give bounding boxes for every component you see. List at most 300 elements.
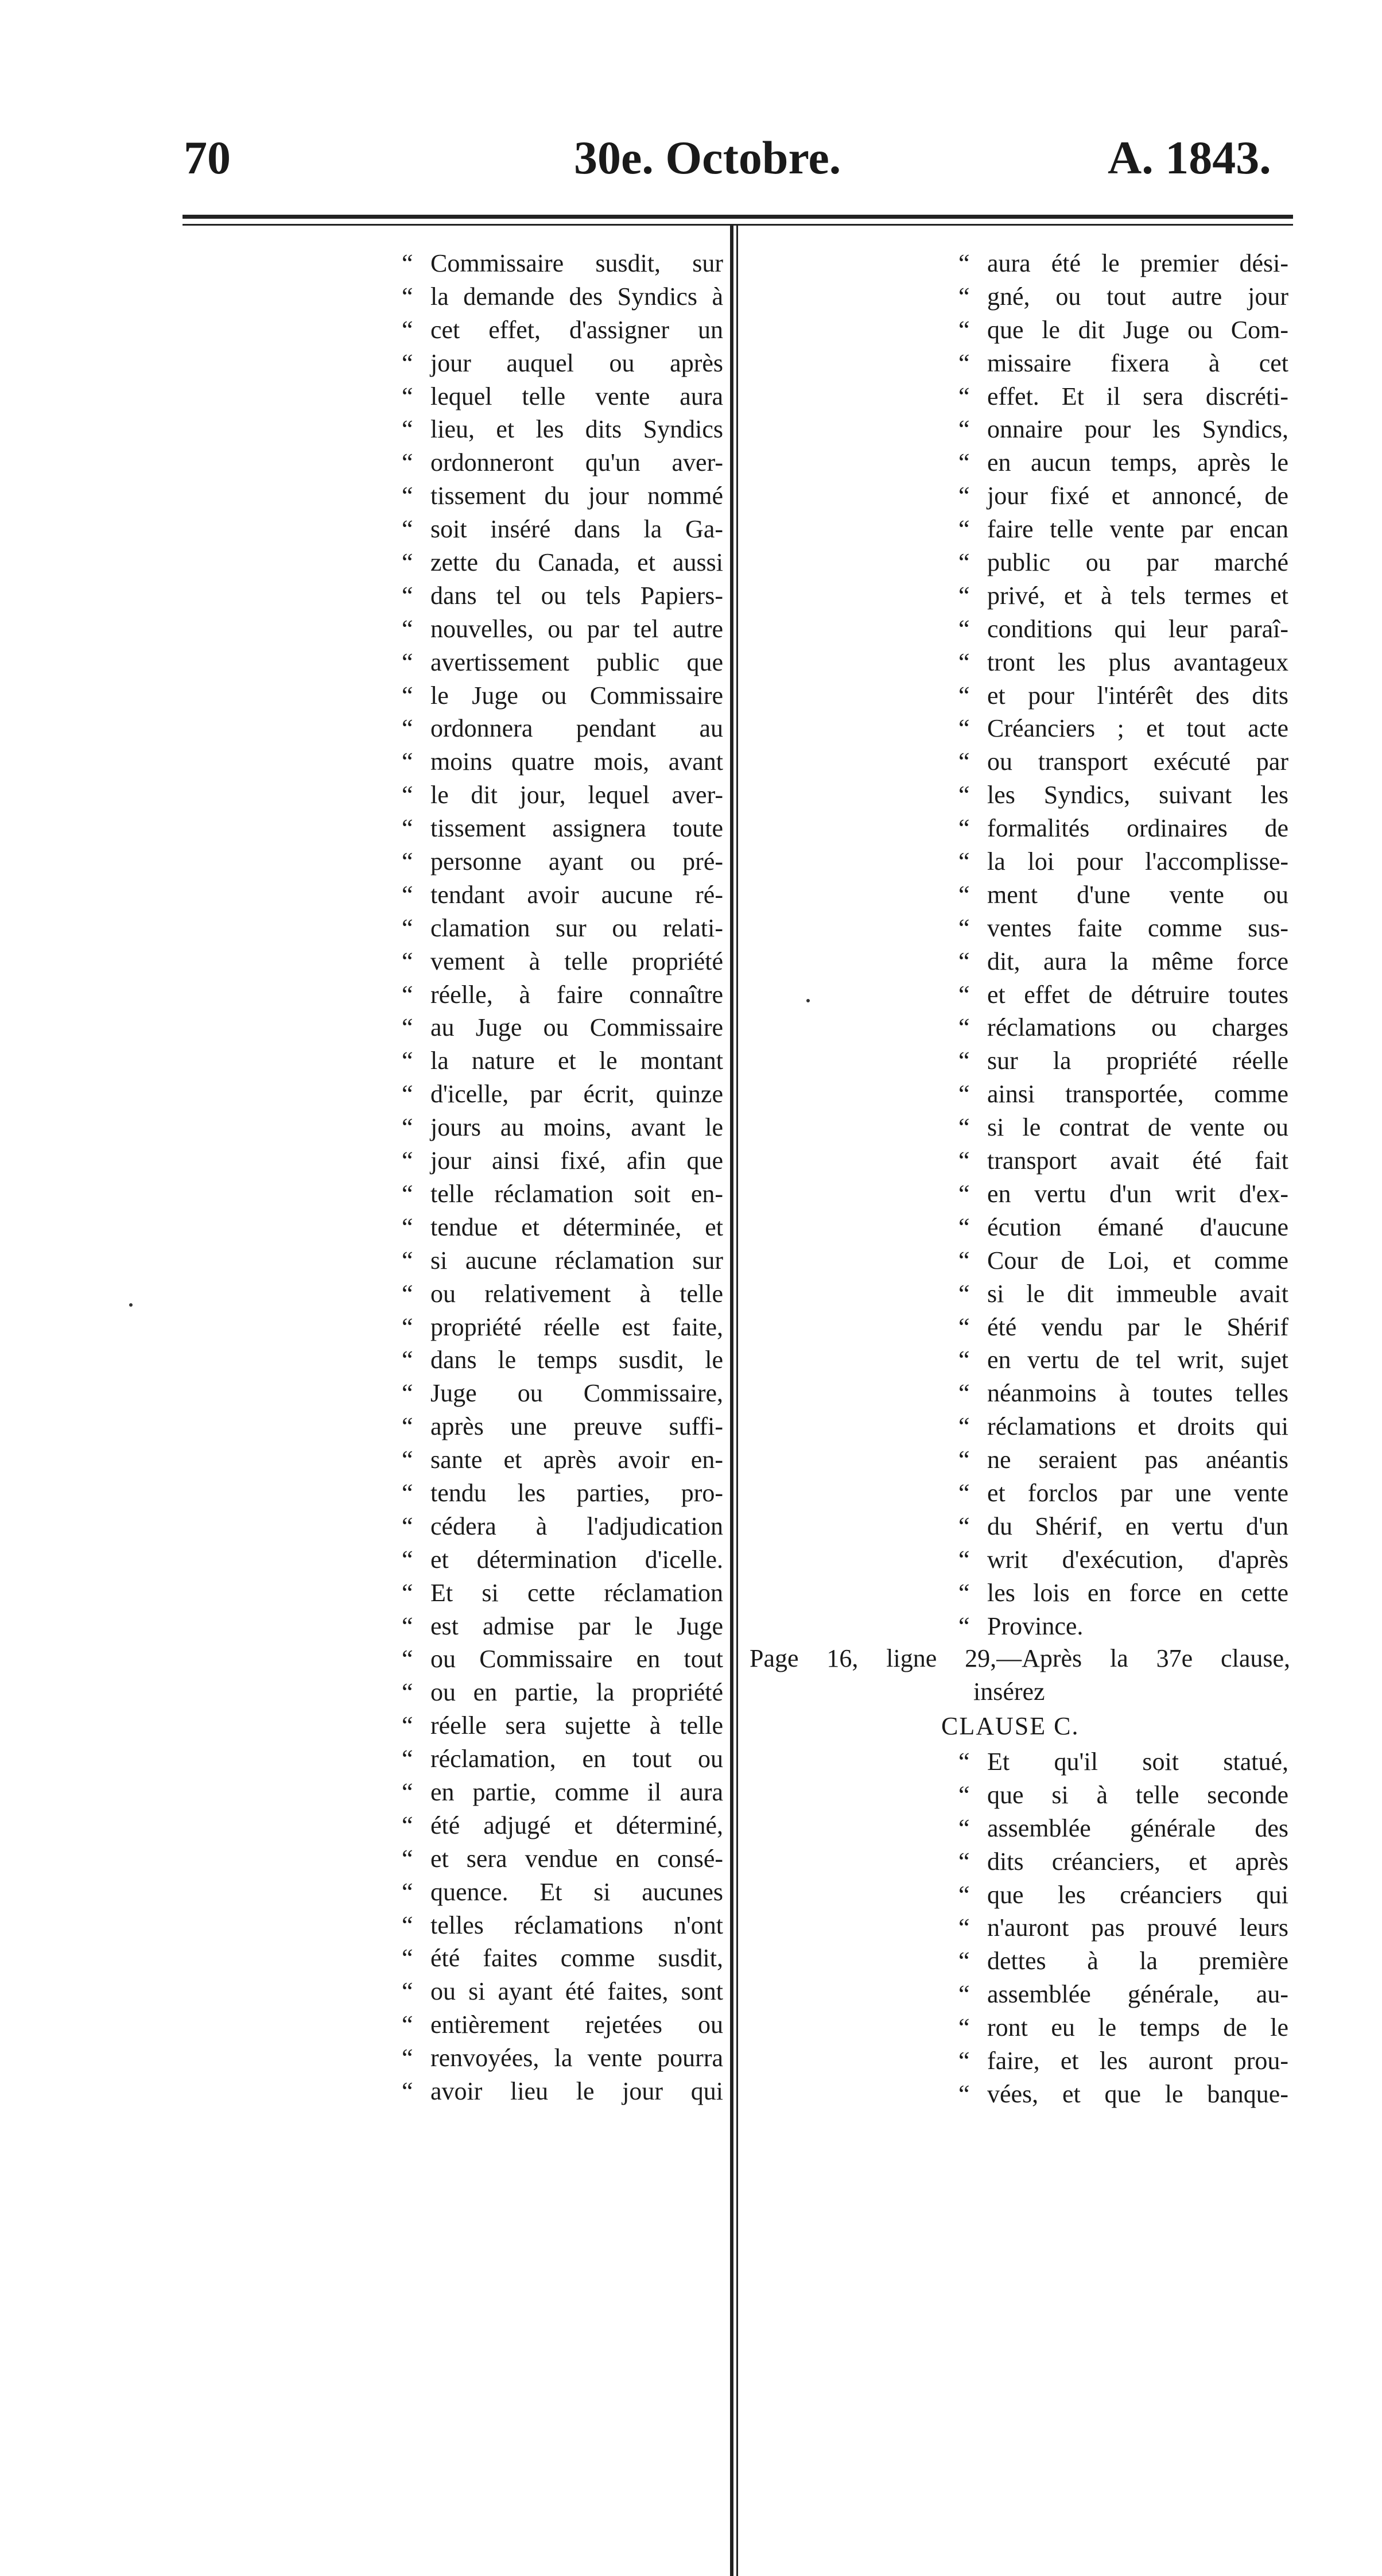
text-line [402,1078,723,1111]
quote-mark: “ [402,2077,413,2105]
text-line [746,1011,1288,1044]
text-line [402,1144,723,1177]
line-text: ne seraient pas anéantis [987,1446,1288,1474]
line-text: quence. Et si aucunes [430,1877,723,1906]
print-speck [129,1303,133,1307]
quote-mark: “ [958,1814,970,1842]
line-text: au Juge ou Commissaire [430,1013,723,1042]
text-line [746,1177,1288,1211]
line-text: moins quatre mois, avant [430,747,723,776]
quote-mark: “ [958,880,970,909]
text-line [746,1144,1288,1177]
line-text: gné, ou tout autre jour [987,282,1288,311]
quote-mark: “ [958,2013,970,2042]
right-column-top [746,247,1288,1643]
text-line [746,646,1288,679]
text-line [402,712,723,745]
line-text: aura été le premier dési- [987,249,1288,277]
quote-mark: “ [958,847,970,876]
quote-mark: “ [402,1911,413,1939]
line-text: et détermination d'icelle. [430,1545,723,1574]
column-divider-inner [736,225,738,2576]
line-text: réclamations ou charges [987,1013,1288,1042]
line-text: si le contrat de vente ou [987,1113,1288,1142]
line-text: si aucune réclamation sur [430,1246,723,1275]
text-line [402,1343,723,1377]
clause-title: CLAUSE C. [941,1712,1080,1740]
text-line [402,1477,723,1510]
line-text: propriété réelle est faite, [430,1312,723,1341]
text-line [746,1845,1288,1878]
line-text: conditions qui leur paraî- [987,614,1288,643]
quote-mark: “ [402,1113,413,1142]
text-line [746,1911,1288,1944]
text-line [402,1909,723,1942]
line-text: ventes faite comme sus- [987,913,1288,942]
header-rule-thick [183,215,1293,219]
line-text: onnaire pour les Syndics, [987,415,1288,444]
line-text: cédera à l'adjudication [430,1512,723,1540]
text-line [402,1809,723,1842]
text-line [402,579,723,613]
quote-mark: “ [958,448,970,477]
line-text: est admise par le Juge [430,1612,723,1640]
quote-mark: “ [958,1213,970,1241]
line-text: Commissaire susdit, sur [430,249,723,277]
text-line [402,446,723,479]
line-text: zette du Canada, et aussi [430,548,723,577]
line-text: jour auquel ou après [430,348,723,377]
quote-mark: “ [402,249,413,277]
line-text: tendant avoir aucune ré- [430,880,723,909]
quote-mark: “ [402,1612,413,1640]
quote-mark: “ [402,947,413,975]
header-year: A. 1843. [1108,131,1271,184]
text-line [746,778,1288,812]
text-line [402,1776,723,1809]
line-text: dettes à la première [987,1947,1288,1975]
quote-mark: “ [402,315,413,344]
text-line [746,1343,1288,1377]
quote-mark: “ [958,1080,970,1109]
text-line [746,479,1288,513]
text-line [746,1277,1288,1311]
quote-mark: “ [402,2044,413,2073]
line-text: réelle, à faire connaître [430,980,723,1009]
line-text: missaire fixera à cet [987,348,1288,377]
quote-mark: “ [958,814,970,843]
quote-mark: “ [958,913,970,942]
line-text: tendue et déterminée, et [430,1213,723,1241]
text-line [746,1944,1288,1978]
quote-mark: “ [402,1346,413,1374]
quote-mark: “ [402,1977,413,2006]
text-line [746,2011,1288,2044]
text-line [746,1044,1288,1078]
quote-mark: “ [958,1246,970,1275]
line-text: sur la propriété réelle [987,1047,1288,1075]
text-line [402,1709,723,1742]
quote-mark: “ [958,548,970,577]
line-text: assemblée générale des [987,1814,1288,1842]
line-text: lequel telle vente aura [430,382,723,410]
quote-mark: “ [958,1512,970,1540]
text-line [402,347,723,380]
quote-mark: “ [958,1780,970,1809]
text-line [402,513,723,546]
text-line [746,912,1288,945]
text-line [746,280,1288,313]
quote-mark: “ [958,1179,970,1208]
quote-mark: “ [958,1346,970,1374]
text-line [402,1044,723,1078]
quote-mark: “ [402,1811,413,1839]
quote-mark: “ [402,548,413,577]
line-text: tront les plus avantageux [987,648,1288,676]
quote-mark: “ [402,1478,413,1507]
text-line [402,1377,723,1410]
quote-mark: “ [958,1412,970,1441]
quote-mark: “ [402,681,413,710]
quote-mark: “ [958,2079,970,2108]
quote-mark: “ [958,1847,970,1876]
text-line [746,313,1288,347]
line-text: telles réclamations n'ont [430,1911,723,1939]
quote-mark: “ [402,1678,413,1707]
line-text: telle réclamation soit en- [430,1179,723,1208]
text-line [402,812,723,845]
line-text: Province. [987,1612,1084,1640]
line-text: lieu, et les dits Syndics [430,415,723,444]
line-text: ou en partie, la propriété [430,1678,723,1707]
text-line [402,546,723,579]
line-text: du Shérif, en vertu d'un [987,1512,1288,1540]
line-text: la loi pour l'accomplisse- [987,847,1288,876]
quote-mark: “ [958,315,970,344]
text-line [402,978,723,1012]
text-line [402,1244,723,1277]
quote-mark: “ [958,1748,970,1776]
page-number: 70 [184,131,231,184]
line-text: jour ainsi fixé, afin que [430,1146,723,1175]
text-line [746,347,1288,380]
quote-mark: “ [958,1578,970,1607]
line-text: ordonnera pendant au [430,714,723,743]
text-line [402,313,723,347]
text-line [402,1177,723,1211]
quote-mark: “ [402,1013,413,1042]
quote-mark: “ [402,1213,413,1241]
text-line [746,546,1288,579]
line-text: et forclos par une vente [987,1478,1288,1507]
text-line [746,978,1288,1012]
quote-mark: “ [402,1844,413,1873]
line-text: ou si ayant été faites, sont [430,1977,723,2006]
quote-mark: “ [958,648,970,676]
quote-mark: “ [402,714,413,743]
quote-mark: “ [958,1312,970,1341]
quote-mark: “ [402,814,413,843]
text-line [402,1410,723,1443]
line-text: et effet de détruire toutes [987,980,1288,1009]
quote-mark: “ [958,1113,970,1142]
quote-mark: “ [402,880,413,909]
quote-mark: “ [402,581,413,610]
quote-mark: “ [958,1146,970,1175]
line-text: et pour l'intérêt des dits [987,681,1288,710]
quote-mark: “ [402,648,413,676]
text-line [746,878,1288,912]
text-line [746,446,1288,479]
text-line [746,679,1288,712]
line-text: faire telle vente par encan [987,515,1288,544]
text-line [402,1742,723,1776]
line-text: assemblée générale, au- [987,1980,1288,2009]
quote-mark: “ [402,1412,413,1441]
line-text: que le dit Juge ou Com- [987,315,1288,344]
line-text: tissement assignera toute [430,814,723,843]
text-line [402,679,723,712]
text-line [746,1878,1288,1912]
line-text: ou Commissaire en tout [430,1645,723,1674]
text-line [746,1443,1288,1477]
text-line [402,1610,723,1643]
line-text: réclamation, en tout ou [430,1745,723,1773]
quote-mark: “ [958,1913,970,1942]
quote-mark: “ [958,249,970,277]
line-text: le Juge ou Commissaire [430,681,723,710]
line-text: réclamations et droits qui [987,1412,1288,1441]
line-text: avertissement public que [430,648,723,676]
quote-mark: “ [402,781,413,809]
quote-mark: “ [958,581,970,610]
text-line [746,613,1288,646]
line-text: ainsi transportée, comme [987,1080,1288,1109]
quote-mark: “ [958,947,970,975]
text-line [746,2044,1288,2078]
quote-mark: “ [402,913,413,942]
line-text: si le dit immeuble avait [987,1279,1288,1308]
line-text: privé, et à tels termes et [987,581,1288,610]
quote-mark: “ [958,1013,970,1042]
text-line [746,380,1288,413]
amendment-page-reference: Page 16, ligne 29,—Après la 37e clause, [750,1644,1290,1672]
line-text: tissement du jour nommé [430,482,723,510]
text-line [402,1311,723,1344]
text-line [402,413,723,446]
quote-mark: “ [402,1047,413,1075]
text-line [402,1676,723,1709]
line-text: formalités ordinaires de [987,814,1288,843]
line-text: été faites comme susdit, [430,1944,723,1973]
quote-mark: “ [402,1777,413,1806]
text-line [402,945,723,978]
quote-mark: “ [402,1080,413,1109]
column-divider [730,225,733,2576]
text-line [746,812,1288,845]
line-text: les Syndics, suivant les [987,781,1288,809]
text-line [402,1211,723,1244]
text-line [746,1410,1288,1443]
line-text: en partie, comme il aura [430,1777,723,1806]
text-line [402,2008,723,2042]
text-line [402,1975,723,2008]
line-text: le dit jour, lequel aver- [430,781,723,809]
line-text: dans tel ou tels Papiers- [430,581,723,610]
text-line [402,280,723,313]
quote-mark: “ [958,1545,970,1574]
quote-mark: “ [958,1047,970,1075]
quote-mark: “ [958,1980,970,2009]
line-text: dans le temps susdit, le [430,1346,723,1374]
line-text: Créanciers ; et tout acte [987,714,1288,743]
line-text: effet. Et il sera discréti- [987,382,1288,410]
text-line [746,1078,1288,1111]
text-line [746,1610,1288,1643]
quote-mark: “ [402,1645,413,1674]
quote-mark: “ [402,747,413,776]
line-text: réelle sera sujette à telle [430,1711,723,1740]
quote-mark: “ [402,348,413,377]
line-text: et sera vendue en consé- [430,1844,723,1873]
line-text: dits créanciers, et après [987,1847,1288,1876]
quote-mark: “ [958,1446,970,1474]
line-text: renvoyées, la vente pourra [430,2044,723,2073]
quote-mark: “ [402,1279,413,1308]
line-text: avoir lieu le jour qui [430,2077,723,2105]
quote-mark: “ [402,1877,413,1906]
text-line [746,1745,1288,1779]
text-line [402,479,723,513]
line-text: en vertu de tel writ, sujet [987,1346,1288,1374]
line-text: personne ayant ou pré- [430,847,723,876]
quote-mark: “ [958,1478,970,1507]
line-text: transport avait été fait [987,1146,1288,1175]
quote-mark: “ [958,382,970,410]
quote-mark: “ [402,1512,413,1540]
quote-mark: “ [958,980,970,1009]
quote-mark: “ [958,1379,970,1408]
quote-mark: “ [402,980,413,1009]
right-column-bottom [746,1745,1288,2111]
quote-mark: “ [958,515,970,544]
line-text: Et si cette réclamation [430,1578,723,1607]
quote-mark: “ [402,1944,413,1973]
text-line [402,1942,723,1975]
text-line [402,845,723,878]
line-text: jours au moins, avant le [430,1113,723,1142]
running-header [0,131,1382,188]
text-line [402,1277,723,1311]
text-line [746,1311,1288,1344]
quote-mark: “ [402,1179,413,1208]
line-text: la nature et le montant [430,1047,723,1075]
line-text: ment d'une vente ou [987,880,1288,909]
quote-mark: “ [958,714,970,743]
quote-mark: “ [402,1745,413,1773]
quote-mark: “ [958,1279,970,1308]
quote-mark: “ [958,747,970,776]
text-line [746,2078,1288,2111]
text-line [402,2075,723,2108]
text-line [746,1576,1288,1610]
line-text: été vendu par le Shérif [987,1312,1288,1341]
quote-mark: “ [402,1312,413,1341]
quote-mark: “ [402,1545,413,1574]
line-text: écution émané d'aucune [987,1213,1288,1241]
text-line [402,1876,723,1909]
text-line [402,878,723,912]
text-line [402,380,723,413]
line-text: Et qu'il soit statué, [987,1748,1288,1776]
quote-mark: “ [958,482,970,510]
text-line [402,247,723,280]
text-line [746,712,1288,745]
quote-mark: “ [958,1612,970,1640]
quote-mark: “ [958,681,970,710]
print-speck [806,999,810,1002]
text-line [402,613,723,646]
text-line [746,1211,1288,1244]
line-text: après une preuve suffi- [430,1412,723,1441]
text-line [402,1510,723,1543]
line-text: dit, aura la même force [987,947,1288,975]
text-line [402,1011,723,1044]
line-text: entièrement rejetées ou [430,2011,723,2039]
line-text: nouvelles, ou par tel autre [430,614,723,643]
text-line [746,1477,1288,1510]
text-line [746,1377,1288,1410]
text-line [402,1543,723,1576]
quote-mark: “ [402,482,413,510]
line-text: la demande des Syndics à [430,282,723,311]
quote-mark: “ [958,282,970,311]
line-text: clamation sur ou relati- [430,913,723,942]
line-text: vement à telle propriété [430,947,723,975]
text-line [746,1779,1288,1812]
text-line [746,845,1288,878]
quote-mark: “ [402,847,413,876]
text-line [746,247,1288,280]
quote-mark: “ [958,415,970,444]
line-text: en vertu d'un writ d'ex- [987,1179,1288,1208]
quote-mark: “ [402,1246,413,1275]
quote-mark: “ [402,614,413,643]
text-line [746,945,1288,978]
text-line [746,1244,1288,1277]
line-text: d'icelle, par écrit, quinze [430,1080,723,1109]
text-line [746,1812,1288,1845]
quote-mark: “ [958,1947,970,1975]
quote-mark: “ [958,1880,970,1909]
text-line [402,1111,723,1144]
line-text: writ d'exécution, d'après [987,1545,1288,1574]
line-text: ou transport exécuté par [987,747,1288,776]
text-line [402,646,723,679]
line-text: ront eu le temps de le [987,2013,1288,2042]
text-line [746,413,1288,446]
line-text: que si à telle seconde [987,1780,1288,1809]
line-text: soit inséré dans la Ga- [430,515,723,544]
quote-mark: “ [402,1578,413,1607]
line-text: ou relativement à telle [430,1279,723,1308]
text-line [746,513,1288,546]
quote-mark: “ [402,1446,413,1474]
quote-mark: “ [402,1711,413,1740]
text-line [746,1111,1288,1144]
text-line [402,1643,723,1676]
text-line [746,1978,1288,2011]
